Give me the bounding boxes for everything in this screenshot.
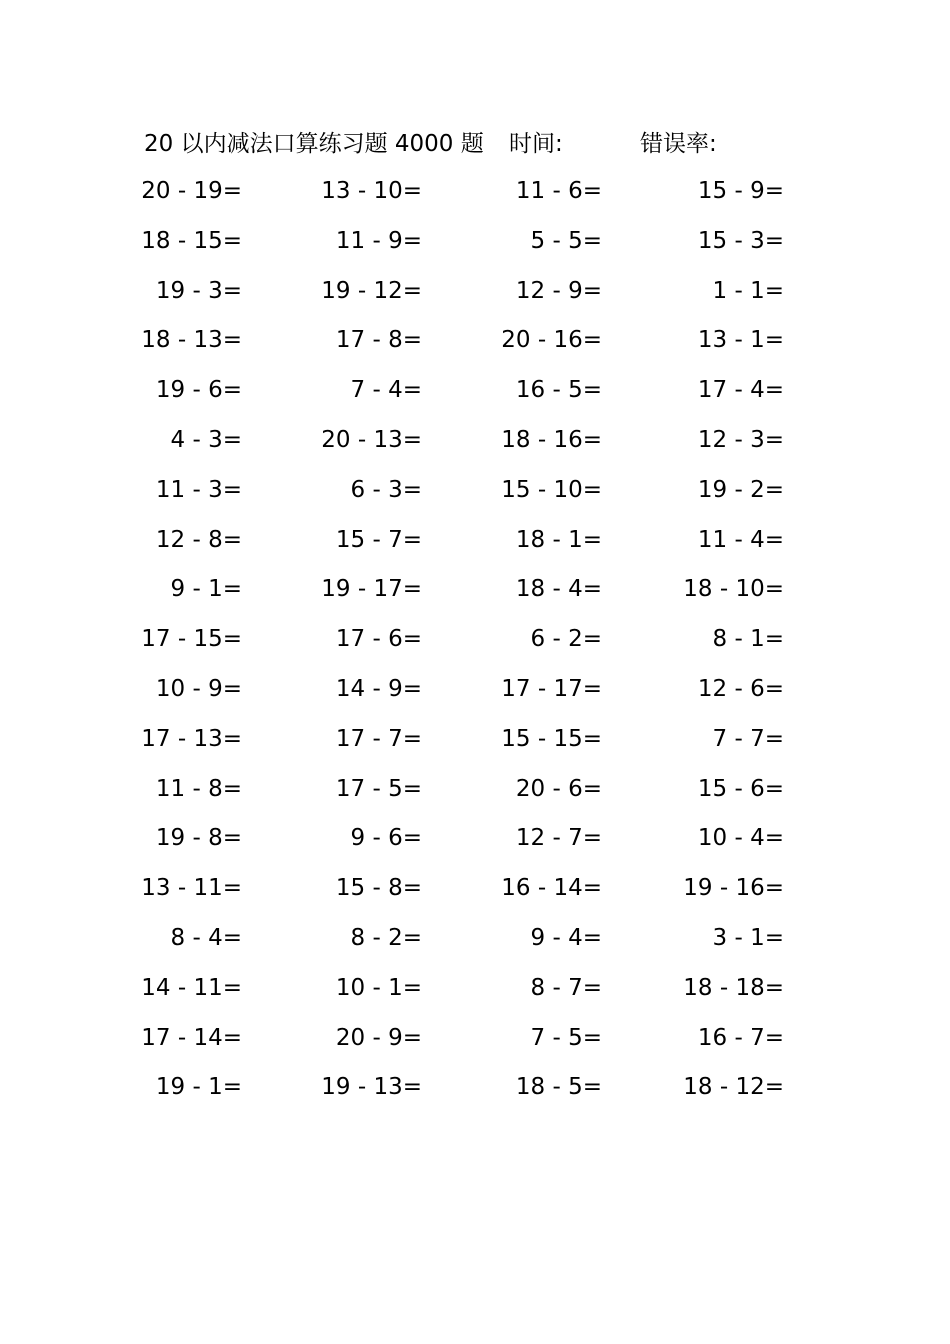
problem-row [0,666,950,716]
subtraction-problem: 10 - 4= [697,825,784,852]
subtraction-problem: 18 - 18= [683,974,784,1001]
subtraction-problem: 20 - 19= [141,178,242,204]
subtraction-problem: 18 - 1= [515,526,602,553]
subtraction-problem: 13 - 10= [321,178,422,204]
subtraction-problem: 20 - 13= [321,426,422,453]
subtraction-problem: 11 - 6= [515,178,602,204]
subtraction-problem: 19 - 3= [155,277,242,304]
subtraction-problem: 11 - 4= [697,526,784,553]
subtraction-problem: 17 - 15= [141,626,242,653]
subtraction-problem: 7 - 4= [350,377,422,404]
problem-row [0,915,950,965]
worksheet-title: 20 以内减法口算练习题 4000 题 [144,131,484,157]
subtraction-problem: 15 - 9= [697,178,784,204]
subtraction-problem: 18 - 12= [683,1074,784,1101]
problem-row [0,517,950,567]
subtraction-problem: 5 - 5= [530,227,602,254]
subtraction-problem: 6 - 3= [350,476,422,503]
problem-row [0,467,950,517]
subtraction-problem: 8 - 4= [170,924,242,951]
problem-row [0,218,950,268]
subtraction-problem: 16 - 5= [515,377,602,404]
problem-row [0,716,950,766]
subtraction-problem: 17 - 8= [335,327,422,354]
subtraction-problem: 18 - 5= [515,1074,602,1101]
subtraction-problem: 17 - 14= [141,1024,242,1051]
subtraction-problem: 16 - 14= [501,875,602,902]
problem-row [0,965,950,1015]
problem-row [0,268,950,318]
subtraction-problem: 15 - 7= [335,526,422,553]
subtraction-problem: 15 - 8= [335,875,422,902]
subtraction-problem: 20 - 6= [515,775,602,802]
subtraction-problem: 15 - 15= [501,725,602,752]
subtraction-problem: 18 - 15= [141,227,242,254]
subtraction-problem: 11 - 9= [335,227,422,254]
error-rate-label: 错误率: [640,131,717,157]
subtraction-problem: 7 - 5= [530,1024,602,1051]
problem-row [0,1015,950,1065]
subtraction-problem: 7 - 7= [712,725,784,752]
subtraction-problem: 18 - 10= [683,576,784,603]
subtraction-problem: 11 - 3= [155,476,242,503]
subtraction-problem: 11 - 8= [155,775,242,802]
problem-row [0,417,950,467]
subtraction-problem: 12 - 9= [515,277,602,304]
subtraction-problem: 12 - 7= [515,825,602,852]
subtraction-problem: 19 - 12= [321,277,422,304]
subtraction-problem: 12 - 6= [697,675,784,702]
subtraction-problem: 13 - 1= [697,327,784,354]
subtraction-problem: 20 - 16= [501,327,602,354]
subtraction-problem: 10 - 9= [155,675,242,702]
subtraction-problem: 19 - 16= [683,875,784,902]
subtraction-problem: 19 - 13= [321,1074,422,1101]
problem-row [0,865,950,915]
subtraction-problem: 8 - 1= [712,626,784,653]
problem-row [0,1064,950,1114]
subtraction-problem: 19 - 8= [155,825,242,852]
subtraction-problem: 13 - 11= [141,875,242,902]
problem-grid [0,168,950,1114]
subtraction-problem: 6 - 2= [530,626,602,653]
subtraction-problem: 9 - 4= [530,924,602,951]
subtraction-problem: 8 - 7= [530,974,602,1001]
subtraction-problem: 8 - 2= [350,924,422,951]
problem-row [0,815,950,865]
subtraction-problem: 17 - 13= [141,725,242,752]
subtraction-problem: 10 - 1= [335,974,422,1001]
subtraction-problem: 4 - 3= [170,426,242,453]
subtraction-problem: 15 - 6= [697,775,784,802]
subtraction-problem: 17 - 7= [335,725,422,752]
subtraction-problem: 1 - 1= [712,277,784,304]
subtraction-problem: 18 - 13= [141,327,242,354]
subtraction-problem: 9 - 1= [170,576,242,603]
subtraction-problem: 20 - 9= [335,1024,422,1051]
subtraction-problem: 15 - 10= [501,476,602,503]
subtraction-problem: 12 - 8= [155,526,242,553]
subtraction-problem: 15 - 3= [697,227,784,254]
subtraction-problem: 9 - 6= [350,825,422,852]
subtraction-problem: 14 - 11= [141,974,242,1001]
subtraction-problem: 16 - 7= [697,1024,784,1051]
time-label: 时间: [509,131,563,157]
subtraction-problem: 17 - 17= [501,675,602,702]
subtraction-problem: 19 - 1= [155,1074,242,1101]
subtraction-problem: 3 - 1= [712,924,784,951]
subtraction-problem: 19 - 17= [321,576,422,603]
subtraction-problem: 18 - 16= [501,426,602,453]
worksheet-header [0,124,950,164]
subtraction-problem: 17 - 6= [335,626,422,653]
subtraction-problem: 17 - 4= [697,377,784,404]
subtraction-problem: 19 - 6= [155,377,242,404]
problem-row [0,317,950,367]
problem-row [0,367,950,417]
subtraction-problem: 19 - 2= [697,476,784,503]
subtraction-problem: 17 - 5= [335,775,422,802]
subtraction-problem: 14 - 9= [335,675,422,702]
problem-row [0,766,950,816]
problem-row [0,566,950,616]
subtraction-problem: 18 - 4= [515,576,602,603]
problem-row [0,616,950,666]
subtraction-problem: 12 - 3= [697,426,784,453]
problem-row [0,168,950,218]
